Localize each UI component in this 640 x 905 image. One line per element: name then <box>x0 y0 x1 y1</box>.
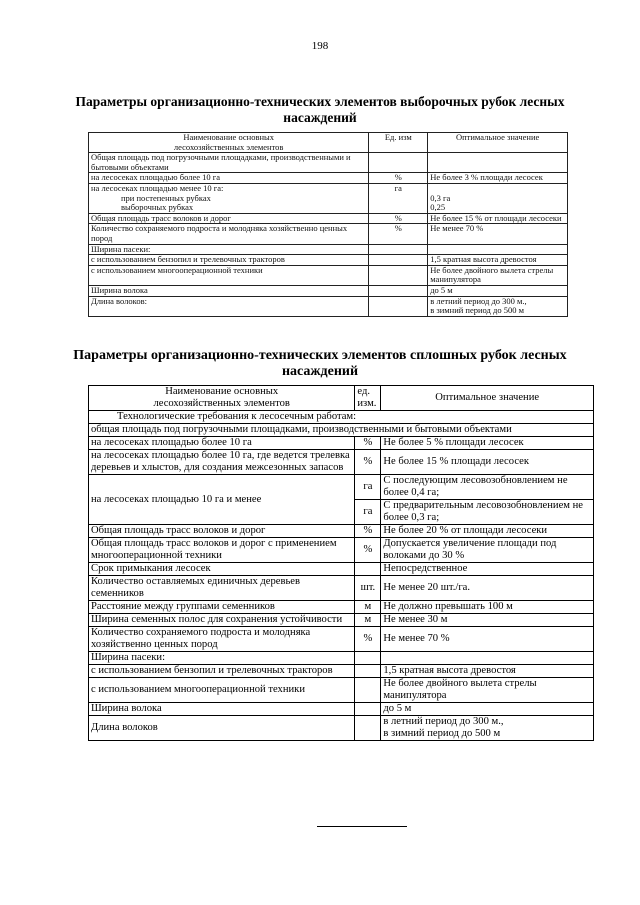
table-row <box>89 601 594 614</box>
table-row <box>89 213 568 224</box>
header-unit: Ед. изм <box>369 133 428 153</box>
table-row <box>89 224 568 244</box>
row-unit: м <box>355 601 381 614</box>
table-row <box>89 183 568 213</box>
table-header-row <box>89 133 568 153</box>
table-row <box>89 525 594 538</box>
row-unit <box>369 285 428 296</box>
table-header-row <box>89 386 594 411</box>
row-value: 1,5 кратная высота древостоя <box>428 255 568 266</box>
row-subvalue: 0,3 га <box>430 192 451 203</box>
row-value <box>428 153 568 173</box>
table-row <box>89 173 568 184</box>
row-name: Ширина пасеки: <box>89 652 355 665</box>
row-unit: % <box>369 224 428 244</box>
row-unit <box>369 296 428 316</box>
row-value <box>381 652 594 665</box>
table-row <box>89 563 594 576</box>
row-name: Длина волоков: <box>89 296 369 316</box>
table-row <box>89 614 594 627</box>
header-unit: ед. изм. <box>355 386 381 411</box>
row-value: 1,5 кратная высота древостоя <box>381 665 594 678</box>
row-name: с использованием бензопил и трелевочных тракторов <box>89 665 355 678</box>
row-name: на лесосеках площадью более 10 га, где ведется трелевка деревьев и хлыстов, для создания межсезонных запасов <box>89 450 355 475</box>
row-value: Не менее 70 % <box>381 627 594 652</box>
table-row <box>89 244 568 255</box>
row-value: Не более двойного вылета стрелы манипулятора <box>381 678 594 703</box>
header-name: Наименование основных лесохозяйственных элементов <box>89 386 355 411</box>
table-subheader-row <box>89 424 594 437</box>
table-row <box>89 716 594 741</box>
table-row <box>89 255 568 266</box>
header-name: Наименование основных лесохозяйственных элементов <box>89 133 369 153</box>
row-value: до 5 м <box>428 285 568 296</box>
table-row <box>89 450 594 475</box>
row-name: с использованием бензопил и трелевочных тракторов <box>89 255 369 266</box>
row-value: Не менее 70 % <box>428 224 568 244</box>
row-unit: га <box>355 475 381 500</box>
row-name: на лесосеках площадью менее 10 га: <box>91 182 224 193</box>
row-name: Общая площадь трасс волоков и дорог <box>89 525 355 538</box>
row-value-group <box>428 183 568 213</box>
clear-felling-table <box>88 385 594 741</box>
row-unit: га <box>355 500 381 525</box>
row-name: Общая площадь трасс волоков и дорог <box>89 213 369 224</box>
row-value: С последующим лесовозобновлением не более 0,4 га; <box>381 475 594 500</box>
row-name-group <box>89 183 369 213</box>
row-value <box>428 244 568 255</box>
table-row <box>89 475 594 500</box>
row-unit: % <box>369 213 428 224</box>
table-row <box>89 437 594 450</box>
header-value: Оптимальное значение <box>428 133 568 153</box>
row-name: Ширина волока <box>89 703 355 716</box>
row-name: с использованием многооперационной техники <box>89 265 369 285</box>
row-unit: % <box>355 525 381 538</box>
row-value: Не менее 30 м <box>381 614 594 627</box>
row-name: Количество сохраняемого подроста и молодняка хозяйственно ценных пород <box>89 627 355 652</box>
row-unit: м <box>355 614 381 627</box>
row-name: Общая площадь под погрузочными площадками, производственными и бытовыми объектами <box>89 153 369 173</box>
row-unit <box>369 153 428 173</box>
row-unit: % <box>355 538 381 563</box>
row-subname: выборочных рубках <box>121 202 194 213</box>
table-row <box>89 576 594 601</box>
row-value: в летний период до 300 м., в зимний период до 500 м <box>428 296 568 316</box>
row-value: Не более 15 % площади лесосек <box>381 450 594 475</box>
header-value: Оптимальное значение <box>381 386 594 411</box>
row-name: на лесосеках площадью более 10 га <box>89 437 355 450</box>
table-row <box>89 652 594 665</box>
row-name: Срок примыкания лесосек <box>89 563 355 576</box>
row-name: Длина волоков <box>89 716 355 741</box>
row-unit: % <box>355 450 381 475</box>
row-name: с использованием многооперационной техники <box>89 678 355 703</box>
selective-felling-table <box>88 132 568 317</box>
table-row <box>89 296 568 316</box>
row-unit <box>369 265 428 285</box>
row-name: Расстояние между группами семенников <box>89 601 355 614</box>
footer-divider <box>317 826 407 827</box>
table-row <box>89 665 594 678</box>
subheader: Технологические требования к лесосечным работам: <box>89 411 594 424</box>
row-value: Не более 15 % от площади лесосеки <box>428 213 568 224</box>
row-subvalue: 0,25 <box>430 202 446 213</box>
table-row <box>89 538 594 563</box>
row-name: на лесосеках площадью 10 га и менее <box>89 475 355 525</box>
row-value: Не более 20 % от площади лесосеки <box>381 525 594 538</box>
row-value: С предварительным лесовозобновлением не более 0,3 га; <box>381 500 594 525</box>
section2-title: Параметры организационно-технических элементов сплошных рубок лесных насаждений <box>73 348 567 379</box>
row-value: Не более 3 % площади лесосек <box>428 173 568 184</box>
page-number: 198 <box>311 40 329 52</box>
section1-title: Параметры организационно-технических элементов выборочных рубок лесных насаждений <box>75 94 565 125</box>
row-name: Ширина волока <box>89 285 369 296</box>
row-unit <box>355 678 381 703</box>
row-value <box>430 184 565 194</box>
row-unit: % <box>355 627 381 652</box>
table-subheader-row <box>89 411 594 424</box>
row-value: до 5 м <box>381 703 594 716</box>
row-name: Ширина пасеки: <box>89 244 369 255</box>
row-unit <box>355 703 381 716</box>
subheader: общая площадь под погрузочными площадками, производственными и бытовыми объектами <box>89 424 594 437</box>
row-value: в летний период до 300 м., в зимний период до 500 м <box>381 716 594 741</box>
table-row <box>89 678 594 703</box>
row-unit <box>355 716 381 741</box>
row-unit <box>355 652 381 665</box>
row-unit <box>355 665 381 678</box>
row-name: Ширина семенных полос для сохранения устойчивости <box>89 614 355 627</box>
row-name: на лесосеках площадью более 10 га <box>89 173 369 184</box>
row-unit <box>369 255 428 266</box>
row-name: Количество оставляемых единичных деревьев семенников <box>89 576 355 601</box>
row-value: Непосредственное <box>381 563 594 576</box>
row-value: Допускается увеличение площади под волоками до 30 % <box>381 538 594 563</box>
row-name: Общая площадь трасс волоков и дорог с применением многооперационной техники <box>89 538 355 563</box>
row-value: Не менее 20 шт./га. <box>381 576 594 601</box>
row-value: Не более 5 % площади лесосек <box>381 437 594 450</box>
row-unit <box>369 244 428 255</box>
row-value: Не должно превышать 100 м <box>381 601 594 614</box>
table-row <box>89 285 568 296</box>
table-row <box>89 703 594 716</box>
row-unit: га <box>369 183 428 213</box>
row-name: Количество сохраняемого подроста и молодняка хозяйственно ценных пород <box>89 224 369 244</box>
table-row <box>89 153 568 173</box>
table-row <box>89 627 594 652</box>
row-unit: % <box>355 437 381 450</box>
table-row <box>89 265 568 285</box>
row-unit: шт. <box>355 576 381 601</box>
row-value: Не более двойного вылета стрелы манипулятора <box>428 265 568 285</box>
row-unit: % <box>369 173 428 184</box>
row-unit <box>355 563 381 576</box>
row-subname: при постепенных рубках <box>121 192 211 203</box>
